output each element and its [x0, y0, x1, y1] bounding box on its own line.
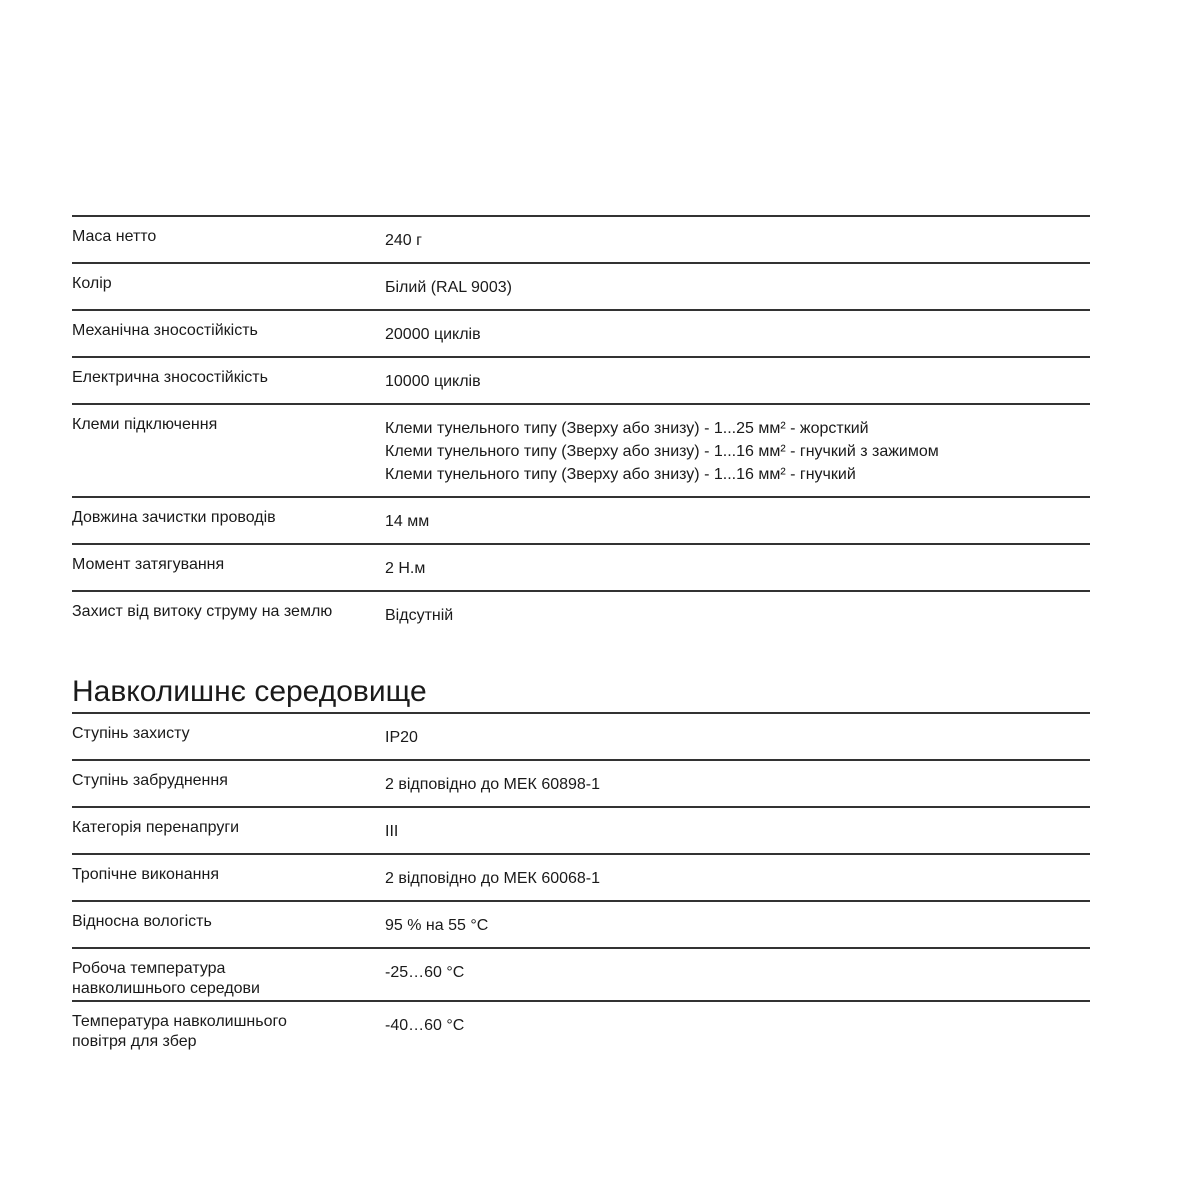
- spec-label: Відносна вологість: [72, 913, 212, 930]
- spec-value: [385, 808, 1090, 853]
- spec-row-relative-humidity: [72, 900, 1090, 947]
- spec-value: [385, 311, 1090, 356]
- spec-value: [385, 405, 1090, 496]
- spec-value-line: 2 відповідно до МЕК 60898-1: [385, 776, 601, 793]
- spec-label: Тропічне виконання: [72, 866, 219, 883]
- spec-value-line: 10000 циклів: [385, 373, 481, 390]
- spec-row-tropicalisation: [72, 853, 1090, 900]
- spec-label: Електрична зносостійкість: [72, 369, 268, 386]
- spec-label: Захист від витоку струму на землю: [72, 603, 333, 620]
- spec-value: [385, 545, 1090, 590]
- spec-value: [385, 761, 1090, 806]
- spec-value-line: 240 г: [385, 232, 422, 249]
- spec-label: Довжина зачистки проводів: [72, 509, 276, 526]
- spec-value-line: -25…60 °C: [385, 964, 465, 981]
- spec-label: Момент затягування: [72, 556, 225, 573]
- spec-row-net-weight: [72, 215, 1090, 262]
- spec-value: [385, 902, 1090, 947]
- spec-value: [385, 264, 1090, 309]
- spec-row-ip-rating: [72, 712, 1090, 759]
- general-spec-table: [72, 215, 1090, 674]
- spec-value: [385, 498, 1090, 543]
- spec-value-line: -40…60 °C: [385, 1017, 465, 1034]
- spec-label: Клеми підключення: [72, 416, 218, 433]
- spec-value-line: Білий (RAL 9003): [385, 279, 512, 296]
- spec-value-line: 2 відповідно до МЕК 60068-1: [385, 870, 601, 887]
- spec-value: [385, 855, 1090, 900]
- spec-row-strip-length: [72, 496, 1090, 543]
- environment-spec-table: [72, 712, 1090, 1060]
- spec-label: Маса нетто: [72, 228, 157, 245]
- spec-value: [385, 592, 1090, 674]
- spec-value: [385, 358, 1090, 403]
- spec-row-color: [72, 262, 1090, 309]
- spec-row-overvoltage-category: [72, 806, 1090, 853]
- spec-row-storage-temperature: [72, 1000, 1090, 1060]
- spec-row-terminals: [72, 403, 1090, 496]
- spec-row-operating-temperature: [72, 947, 1090, 1000]
- spec-value-line: Клеми тунельного типу (Зверху або знизу) - 1...16 мм² - гнучкий: [385, 466, 856, 483]
- spec-label: Категорія перенапруги: [72, 819, 240, 836]
- spec-label: Ступінь забруднення: [72, 772, 228, 789]
- spec-value-line: Клеми тунельного типу (Зверху або знизу) - 1...25 мм² - жорсткий: [385, 420, 869, 437]
- spec-value: [385, 714, 1090, 759]
- spec-value-line: IP20: [385, 729, 418, 746]
- spec-label: Колір: [72, 275, 112, 292]
- spec-value-line: 2 Н.м: [385, 560, 426, 577]
- spec-value-line: 20000 циклів: [385, 326, 481, 343]
- spec-value: [385, 217, 1090, 262]
- spec-label: Температура навколишнього повітря для збер: [72, 1013, 287, 1050]
- spec-value-line: III: [385, 823, 399, 840]
- spec-row-mechanical-durability: [72, 309, 1090, 356]
- spec-label: Робоча температура навколишнього середови: [72, 960, 260, 997]
- spec-value: [385, 949, 1090, 1000]
- spec-label: Ступінь захисту: [72, 725, 190, 742]
- spec-row-electrical-durability: [72, 356, 1090, 403]
- spec-row-earth-leakage: [72, 590, 1090, 674]
- spec-label: Механічна зносостійкість: [72, 322, 258, 339]
- section-title-environment: Навколишнє середовище: [72, 675, 427, 708]
- spec-row-tightening-torque: [72, 543, 1090, 590]
- datasheet: [72, 215, 1090, 1060]
- spec-value-line: 14 мм: [385, 513, 430, 530]
- spec-value-line: Відсутній: [385, 607, 454, 624]
- spec-row-pollution-degree: [72, 759, 1090, 806]
- spec-value: [385, 1002, 1090, 1060]
- spec-value-line: 95 % на 55 °C: [385, 917, 489, 934]
- spec-value-line: Клеми тунельного типу (Зверху або знизу) - 1...16 мм² - гнучкий з зажимом: [385, 443, 939, 460]
